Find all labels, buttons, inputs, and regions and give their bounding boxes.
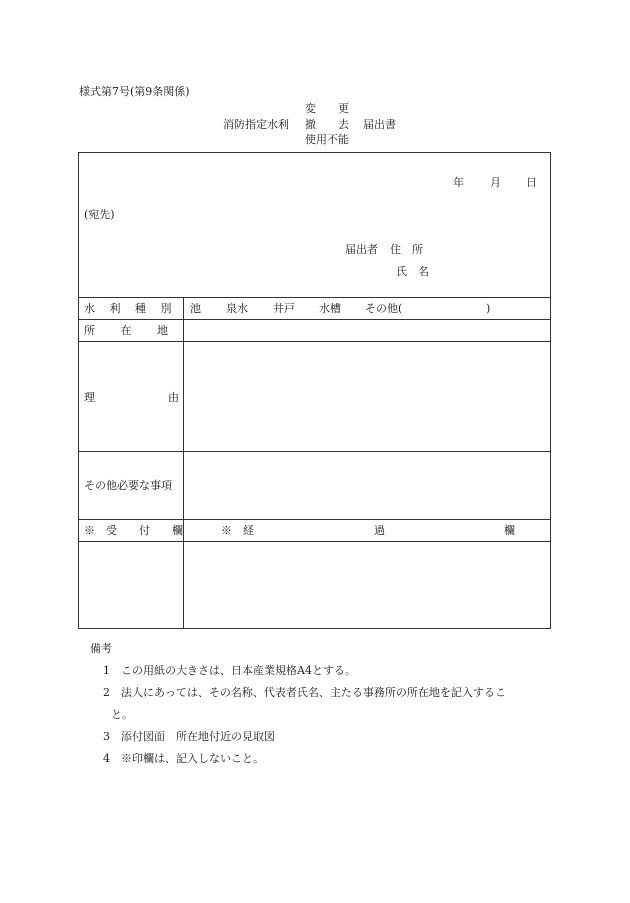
remark-item: 1 この用紙の大きさは、日本産業規格A4とする。 [103,664,356,677]
water-type-tank: 水槽 [319,302,341,315]
form-number: 様式第7号(第9条関係) [79,85,190,98]
notifier-name-label: 氏 名 [396,265,429,278]
row-divider [79,297,550,298]
title-suffix: 届出書 [363,118,396,131]
title-option-unusable: 使用不能 [305,133,349,146]
title-prefix: 消防指定水利 [223,118,289,131]
row-divider [79,519,550,520]
water-type-label: 水 利 種 別 [84,302,172,315]
other-matters-label: その他必要な事項 [84,479,172,492]
notifier-label: 届出者 [345,243,378,256]
title-option-remove: 撤 去 [305,118,349,131]
row-divider [79,541,550,542]
reason-label-left: 理 [84,391,95,404]
title-option-change: 変 更 [305,102,349,115]
water-type-pond: 池 [190,302,201,315]
progress-label-left: ※ 経 [221,524,254,537]
water-type-other-close: ) [486,302,491,315]
date-day-label: 日 [526,176,537,189]
water-type-well: 井戸 [273,302,295,315]
reason-label-right: 由 [168,391,179,404]
reception-label: ※ 受 付 欄 [84,524,183,537]
form-table [78,152,551,629]
remark-item-continuation: と。 [111,708,133,721]
row-divider [79,319,550,320]
water-type-spring: 泉水 [226,302,248,315]
date-year-label: 年 [453,176,464,189]
water-type-other-open: その他( [365,302,403,315]
remark-item: 4 ※印欄は、記入しないこと。 [103,752,264,765]
remark-item: 2 法人にあっては、その名称、代表者氏名、主たる事務所の所在地を記入するこ [103,686,506,699]
row-divider [79,341,550,342]
progress-label-right: 欄 [504,524,515,537]
addressee-label: (宛先) [84,208,115,221]
progress-label-mid: 過 [374,524,385,537]
location-label: 所 在 地 [84,324,168,337]
notifier-address-label: 住 所 [390,243,423,256]
remarks-heading: 備考 [90,642,112,655]
column-divider [183,297,184,629]
date-month-label: 月 [490,176,501,189]
row-divider [79,451,550,452]
remark-item: 3 添付図面 所在地付近の見取図 [103,730,275,743]
